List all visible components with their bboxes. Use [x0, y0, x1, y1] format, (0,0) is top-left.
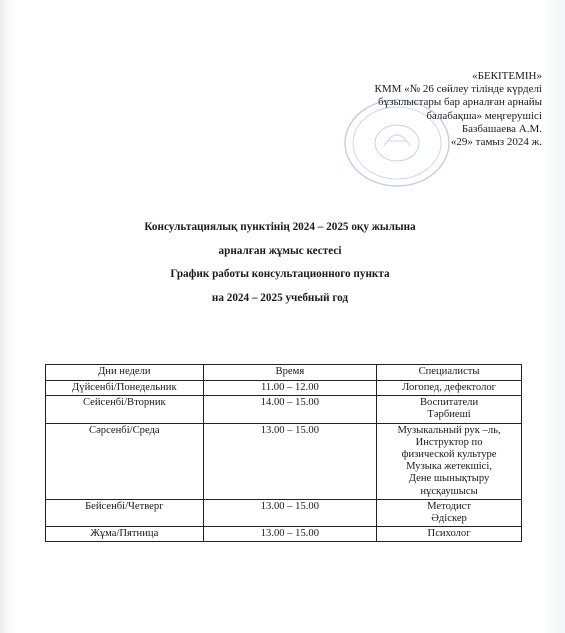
specialist-line: Логопед, дефектолог [402, 382, 496, 393]
table-row [46, 527, 522, 542]
table-header-row [46, 365, 522, 381]
table-row [46, 381, 522, 396]
table-row [46, 396, 522, 423]
cell-specialists [377, 381, 522, 396]
cell-day: Бейсенбі/Четверг [46, 499, 204, 526]
cell-day: Дүйсенбі/Понедельник [46, 381, 204, 396]
header-time: Время [203, 365, 376, 381]
table-body [46, 381, 522, 542]
specialist-line: физической культуре [401, 449, 497, 461]
title-line: Консультациялық пунктінің 2024 – 2025 оқу жылына [144, 221, 416, 233]
document-title [60, 216, 500, 310]
approval-line: КММ «№ 26 сөйлеу тілінде күрделі [374, 83, 542, 96]
specialist-line: Дене шынықтыру [408, 473, 490, 485]
cell-time: 13.00 – 15.00 [203, 499, 376, 526]
specialist-line: Әдіскер [431, 513, 467, 525]
schedule-table [45, 364, 522, 542]
table-row [46, 499, 522, 526]
cell-day: Сәрсенбі/Среда [46, 423, 204, 499]
approval-heading: «БЕКІТЕМІН» [472, 70, 542, 82]
cell-day: Жұма/Пятница [46, 527, 204, 542]
approval-block [322, 70, 542, 149]
specialist-line: нұсқаушысы [420, 485, 478, 497]
cell-time: 11.00 – 12.00 [203, 381, 376, 396]
header-day: Дни недели [46, 365, 204, 381]
cell-time: 14.00 – 15.00 [203, 396, 376, 423]
cell-time: 13.00 – 15.00 [203, 423, 376, 499]
cell-time: 13.00 – 15.00 [203, 527, 376, 542]
approval-line: балабақша» меңгерушісі [426, 109, 542, 122]
approval-date: «29» тамыз 2024 ж. [450, 136, 542, 149]
cell-specialists [377, 423, 522, 499]
header-specialists: Специалисты [377, 365, 522, 381]
specialist-line: Музыкальный рук –ль, [397, 424, 501, 436]
cell-specialists [377, 527, 522, 542]
specialist-line: Воспитатели [419, 397, 479, 409]
specialist-line: Музыка жетекшісі, [406, 461, 492, 473]
cell-specialists [377, 499, 522, 526]
approval-signatory: Базбашаева А.М. [461, 122, 542, 135]
title-line: арналған жұмыс кестесі [218, 244, 342, 257]
table-row [46, 423, 522, 499]
title-line: на 2024 – 2025 учебный год [211, 291, 349, 304]
title-line: График работы консультационного пункта [170, 268, 390, 280]
specialist-line: Инструктор по [415, 436, 483, 448]
cell-specialists [377, 396, 522, 423]
specialist-line: Психолог [427, 528, 471, 540]
cell-day: Сейсенбі/Вторник [46, 396, 204, 423]
specialist-line: Методист [427, 500, 471, 512]
approval-line: бұзылыстары бар арналған арнайы [378, 96, 542, 109]
specialist-line: Тәрбиеші [427, 409, 471, 421]
